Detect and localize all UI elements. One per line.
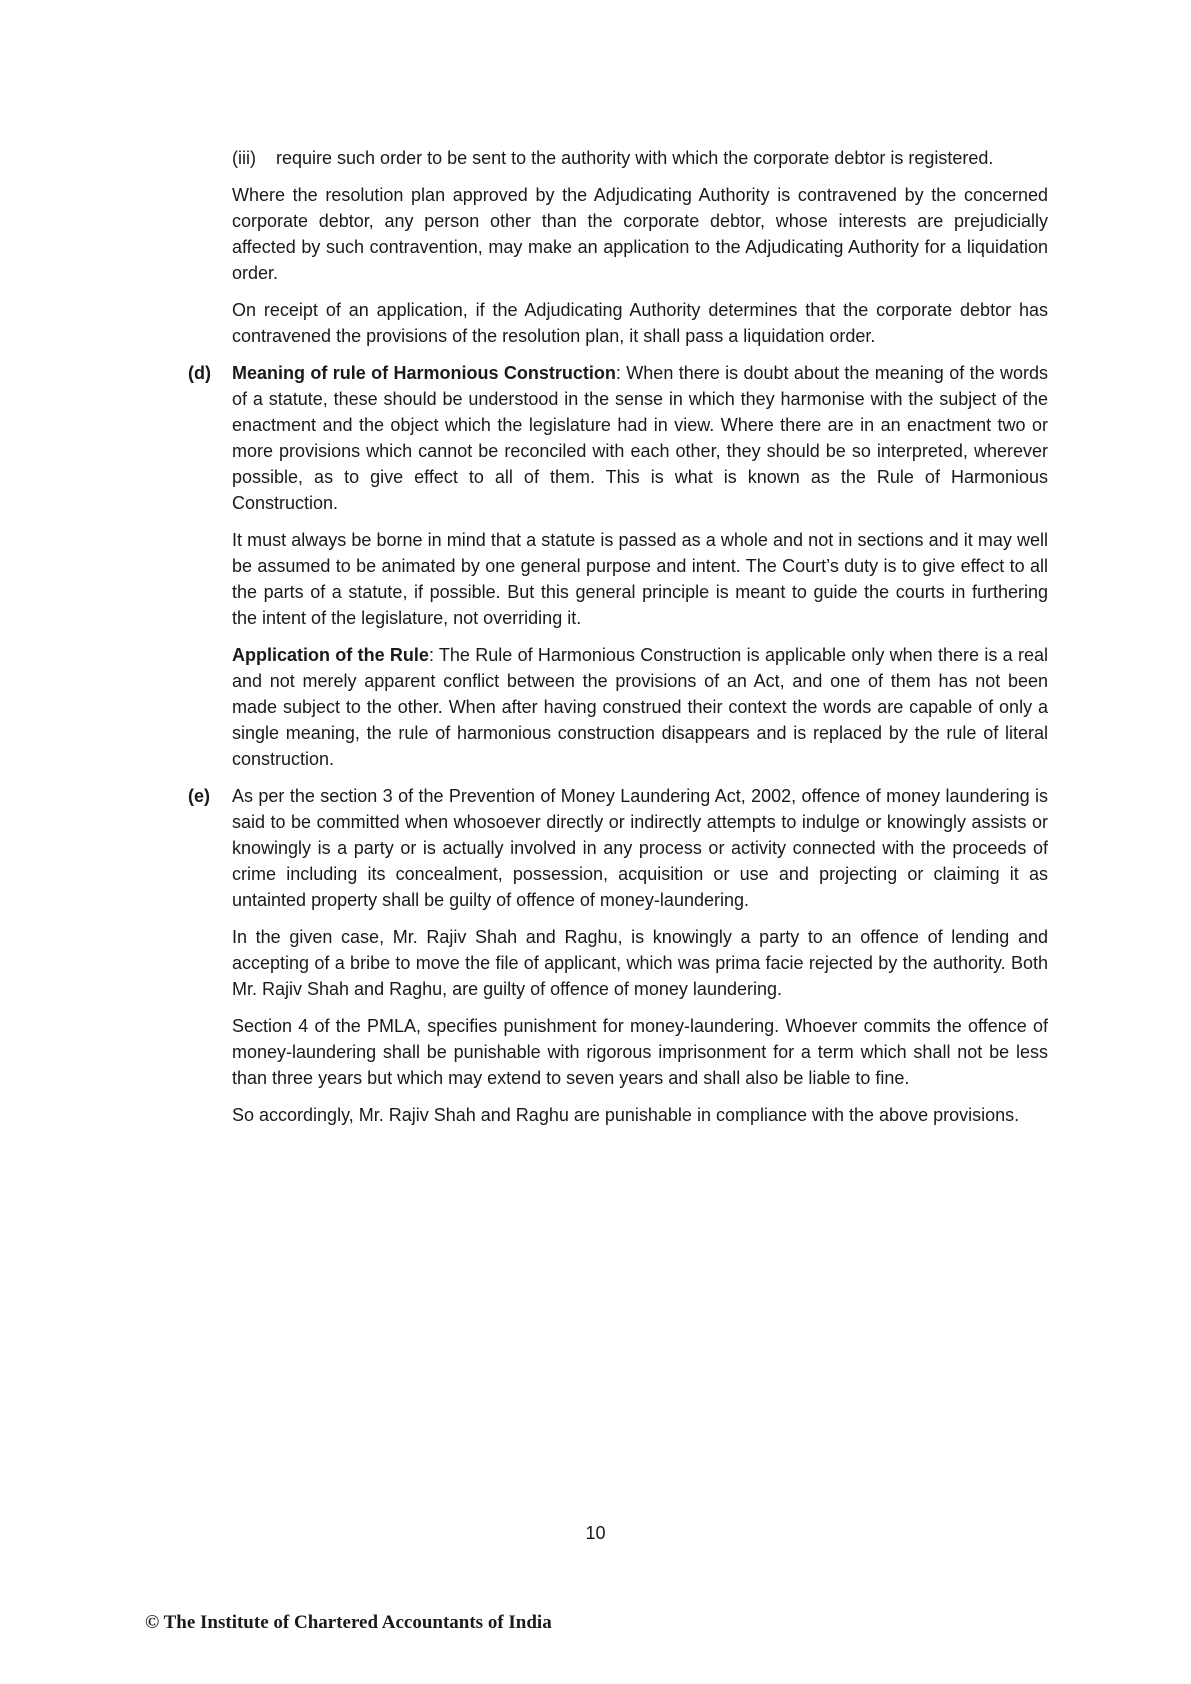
paragraph-receipt: On receipt of an application, if the Adjudicating Authority determines that the corporate debtor has contravened the provisions of the resolution plan, it shall pass a liquidation order. [232,300,1048,346]
document-body [188,145,1048,1139]
paragraph-conclusion: So accordingly, Mr. Rajiv Shah and Raghu are punishable in compliance with the above provisions. [232,1105,1020,1125]
paragraph-given-case: In the given case, Mr. Rajiv Shah and Raghu, is knowingly a party to an offence of lending and accepting of a bribe to move the file of applicant, which was prima facie rejected by the authority. Both Mr. Rajiv Shah and Raghu, are guilty of offence of money laundering. [232,927,1048,999]
list-item-text: require such order to be sent to the authority with which the corporate debtor is registered. [276,148,994,168]
paragraph-application-rule [232,642,1048,772]
section-d [188,360,1048,772]
paragraph-harmonious-meaning-text: : When there is doubt about the meaning of the words of a statute, these should be understood in the sense in which they harmonise with the subject of the enactment and the object which the legislature had in view. Where there are in an enactment two or more provisions which cannot be reconciled with each other, they should be so interpreted, wherever possible, as to give effect to all of them. This is what is known as the Rule of Harmonious Construction. [232,363,1049,513]
section-d-label: (d) [188,363,211,383]
paragraph-contravened: Where the resolution plan approved by the Adjudicating Authority is contravened by the concerned corporate debtor, any person other than the corporate debtor, whose interests are prejudicially affected by such contravention, may make an application to the Adjudicating Authority for a liquidation order. [232,185,1048,283]
paragraph-harmonious-meaning [232,360,1048,516]
list-item-number: (iii) [232,148,256,168]
footer-copyright: © The Institute of Chartered Accountants of India [145,1612,552,1633]
section-e [188,783,1048,1128]
section-d-body [232,360,1048,772]
paragraph-application-rule-text: : The Rule of Harmonious Construction is applicable only when there is a real and not merely apparent conflict between the provisions of an Act, and one of them has not been made subject to the other. When after having construed their context the words are capable of only a single meaning, the rule of harmonious construction disappears and is replaced by the rule of literal construction. [232,645,1048,769]
heading-harmonious-construction: Meaning of rule of Harmonious Construction [232,363,616,383]
continuation-block [188,145,1048,349]
section-e-label: (e) [188,786,210,806]
paragraph-pmla-section4: Section 4 of the PMLA, specifies punishment for money-laundering. Whoever commits the offence of money-laundering shall be punishable with rigorous imprisonment for a term which shall not be less than three years but which may extend to seven years and shall also be liable to fine. [232,1016,1048,1088]
paragraph-statute-whole: It must always be borne in mind that a statute is passed as a whole and not in sections and it may well be assumed to be animated by one general purpose and intent. The Court’s duty is to give effect to all the parts of a statute, if possible. But this general principle is meant to guide the courts in furthering the intent of the legislature, not overriding it. [232,530,1048,628]
section-e-body [232,783,1048,1128]
paragraph-pmla-section3: As per the section 3 of the Prevention of Money Laundering Act, 2002, offence of money laundering is said to be committed when whosoever directly or indirectly attempts to indulge or knowingly assists or knowingly is a party or is actually involved in any process or activity connected with the proceeds of crime including its concealment, possession, acquisition or use and projecting or claiming it as untainted property shall be guilty of offence of money-laundering. [232,786,1048,910]
page-number: 10 [585,1523,606,1543]
heading-application-rule: Application of the Rule [232,645,429,665]
list-item-iii [232,145,1048,171]
